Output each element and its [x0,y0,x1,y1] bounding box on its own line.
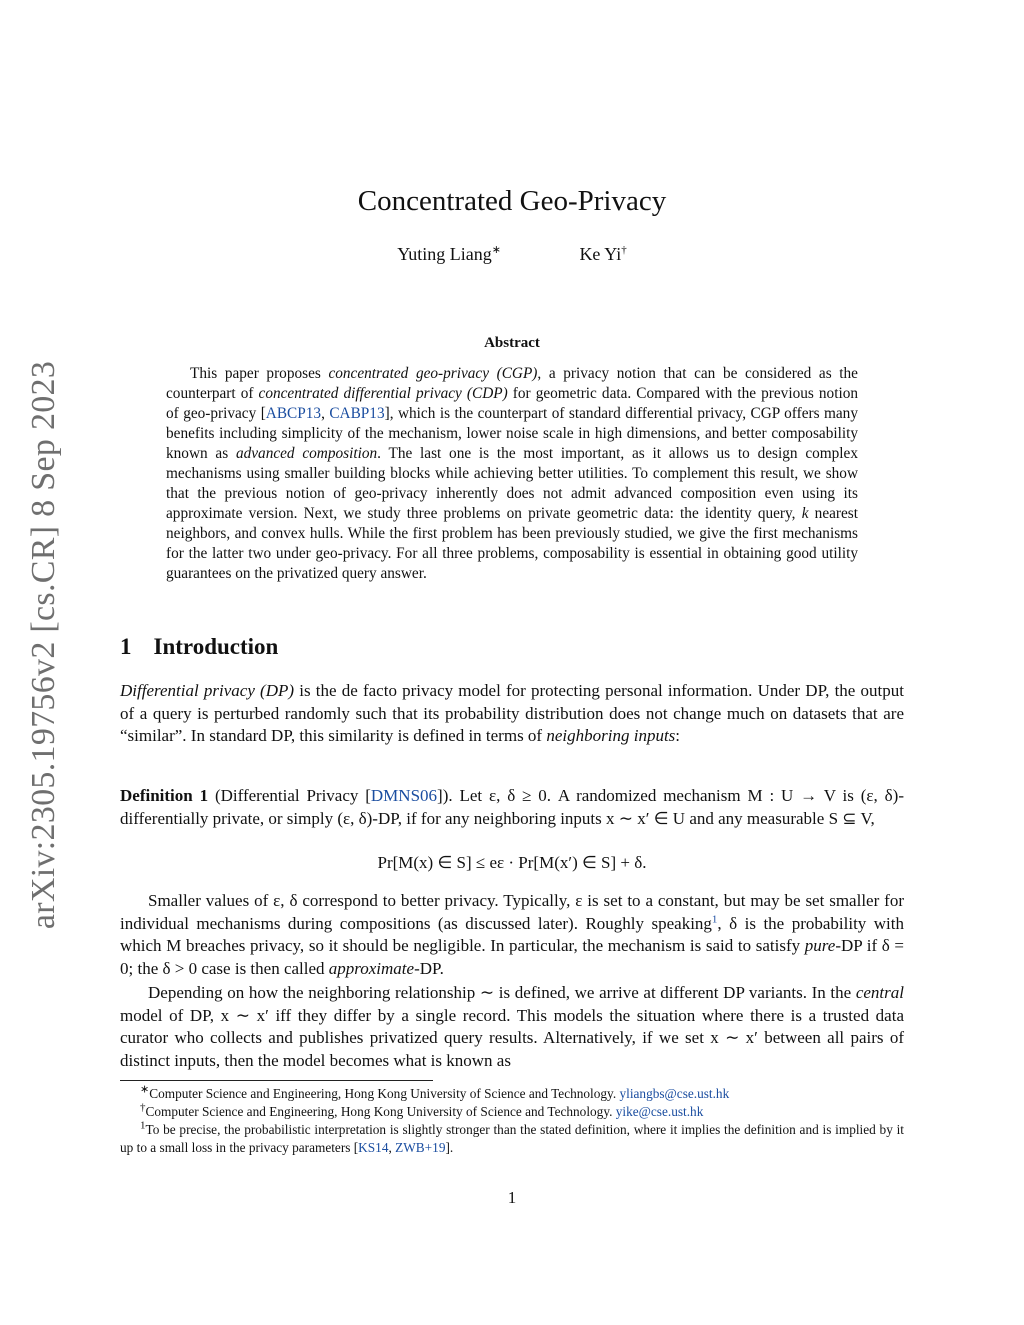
display-formula: Pr[M(x) ∈ S] ≤ eε · Pr[M(x′) ∈ S] + δ. [377,853,647,872]
email-link[interactable]: yliangbs@cse.ust.hk [619,1086,730,1101]
author-footnote-mark: † [621,244,627,256]
citation-link[interactable]: KS14 [358,1140,389,1155]
citation-link[interactable]: DMNS06 [370,786,438,805]
author-name: Ke Yi [579,244,622,264]
citation-link[interactable]: CABP13 [329,405,385,422]
author-list [0,244,1024,265]
footnote-divider [120,1080,433,1081]
footnote-ref-link[interactable]: 1 [711,913,718,926]
footnote: †Computer Science and Engineering, Hong Kong University of Science and Technology. yike@cse.ust.hk [140,1101,704,1119]
citation-link[interactable]: ABCP13 [265,405,322,422]
paper-title: Concentrated Geo-Privacy [357,185,667,217]
footnote: ∗Computer Science and Engineering, Hong Kong University of Science and Technology. yliangbs@cse.ust.hk [140,1083,730,1101]
section-title: Introduction [153,634,279,659]
definition-label: Definition 1 [120,786,209,805]
email-link[interactable]: yike@cse.ust.hk [615,1104,704,1119]
author-footnote-mark: ∗ [491,244,501,256]
section-number: 1 [120,634,132,659]
abstract-body: This paper proposes concentrated geo-privacy (CGP), a privacy notion that can be considered as the counterpart of concentrated differential privacy (CDP) for geometric data. Compared with the previous notion of geo-privacy [ABCP13, CABP13], which is the counterpart of standard differential privacy, CGP offers many benefits including simplicity of the mechanism, lower noise scale in high dimensions, and better composability known as advanced composition. The last one is the most important, as it allows us to design complex mechanisms using smaller building blocks while achieving better utilities. To complement this result, we show that the previous notion of geo-privacy inherently does not admit advanced composition even using its approximate version. Next, we study three problems on private geometric data: the identity query, k nearest neighbors, and convex hulls. While the first problem has been previously studied, we give the first mechanisms for the latter two under geo-privacy. For all three problems, composability is essential in obtaining good utility guarantees on the privatized query answer. [166,365,858,582]
citation-link[interactable]: ZWB+19 [395,1140,446,1155]
author-name: Yuting Liang [397,244,492,264]
arxiv-sidebar-stamp [18,360,70,930]
author [397,244,501,265]
author [579,244,626,265]
abstract-heading: Abstract [484,335,540,351]
body-paragraph: Smaller values of ε, δ correspond to better privacy. Typically, ε is set to a constant, but may be set smaller for individual mechanisms during compositions (as discussed later). Roughly speaking$^1$, δ is the probability with which M breaches privacy, so it should be negligible. In particular, the mechanism is said to satisfy pure-DP if δ = 0; the δ > 0 case is then called approximate-DP. [120,891,904,979]
body-paragraph: Depending on how the neighboring relationship ∼ is defined, we arrive at different DP variants. In the central model of DP, x ∼ x′ iff they differ by a single record. This models the situation where there is a trusted data curator who collects and publishes privatized query results. Alternatively, if we set x ∼ x′ between all pairs of distinct inputs, then the model becomes what is known as [120,983,904,1071]
intro-paragraph: Differential privacy (DP) is the de facto privacy model for protecting personal information. Under DP, the output of a query is perturbed randomly such that its probability distribution does not change much on datasets that are “similar”. In standard DP, this similarity is defined in terms of neighboring inputs: [120,681,904,746]
footnote: $^1$To be precise, the probabilistic interpretation is slightly stronger than the stated definition, where it implies the definition and is implied by it up to a small loss in the privacy parameters [KS14, ZWB+19]. [120,1119,904,1155]
page-number: 1 [507,1188,517,1207]
definition-block: Definition 1 (Differential Privacy [DMNS06]). Let ε, δ ≥ 0. A randomized mechanism M : U → V is (ε, δ)-differentially private, or simply (ε, δ)-DP, if for any neighboring inputs x ∼ x′ ∈ U and any measurable S ⊆ V, [120,786,904,828]
section-heading [120,634,278,660]
arxiv-id: arXiv:2305.19756v2 [cs.CR] 8 Sep 2023 [25,360,62,930]
